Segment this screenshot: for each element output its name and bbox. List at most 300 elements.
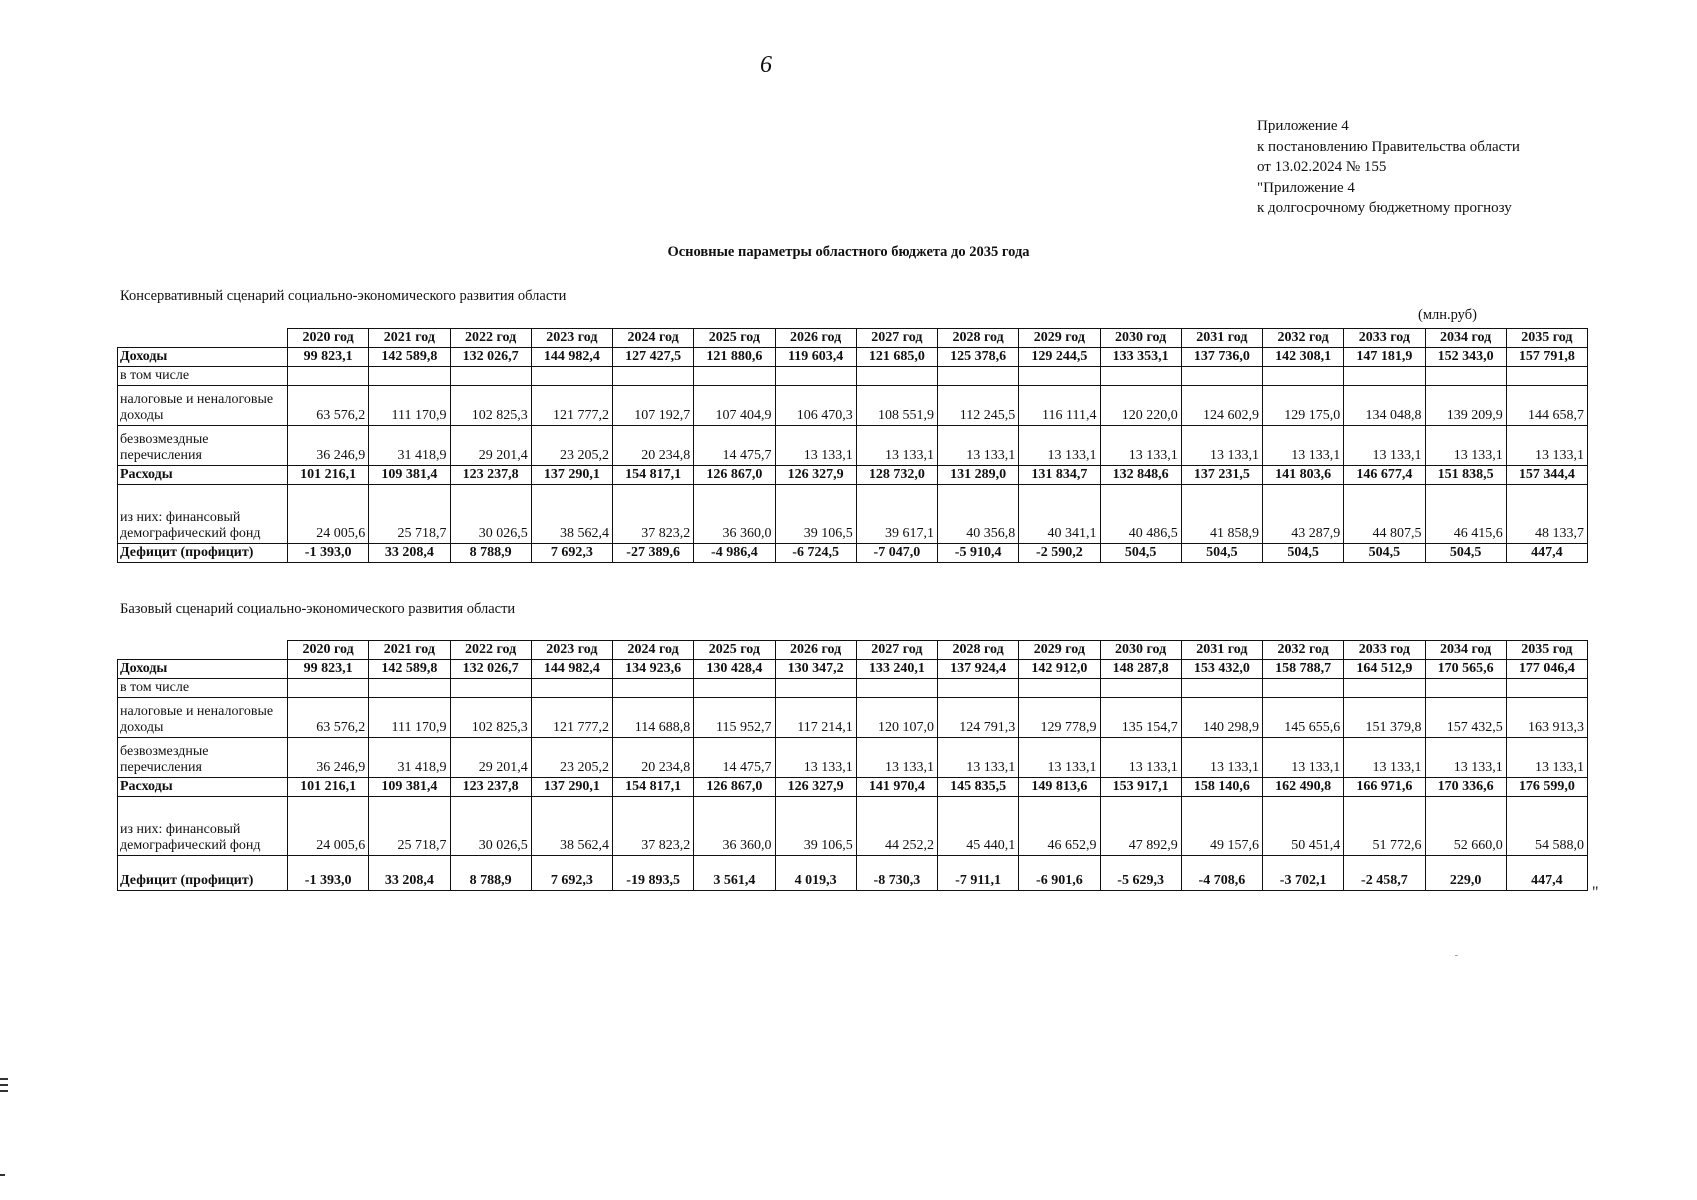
value-cell: 135 154,7 (1100, 698, 1181, 738)
appendix-line: от 13.02.2024 № 155 (1257, 159, 1387, 175)
value-cell: 153 432,0 (1181, 660, 1262, 679)
value-cell: 63 576,2 (288, 698, 369, 738)
year-header-cell: 2020 год (288, 329, 369, 348)
value-cell: 13 133,1 (1344, 738, 1425, 778)
value-cell: 158 788,7 (1263, 660, 1344, 679)
value-cell: 102 825,3 (450, 698, 531, 738)
value-cell: 131 834,7 (1019, 466, 1100, 485)
value-cell (1344, 367, 1425, 386)
value-cell: 144 658,7 (1506, 386, 1587, 426)
value-cell: 14 475,7 (694, 426, 775, 466)
value-cell: 46 415,6 (1425, 485, 1506, 544)
value-cell: 141 970,4 (856, 778, 937, 797)
value-cell: 152 343,0 (1425, 348, 1506, 367)
value-cell: -5 910,4 (938, 544, 1019, 563)
value-cell (531, 679, 612, 698)
year-header-cell: 2031 год (1181, 329, 1262, 348)
value-cell: 36 360,0 (694, 797, 775, 856)
value-cell: 36 246,9 (288, 738, 369, 778)
year-header-cell: 2025 год (694, 641, 775, 660)
value-cell: 131 289,0 (938, 466, 1019, 485)
value-cell: 41 858,9 (1181, 485, 1262, 544)
value-cell: 63 576,2 (288, 386, 369, 426)
value-cell: -6 724,5 (775, 544, 856, 563)
including-row (118, 679, 1588, 698)
value-cell: 121 880,6 (694, 348, 775, 367)
value-cell: 13 133,1 (1019, 426, 1100, 466)
value-cell (938, 679, 1019, 698)
value-cell (1506, 679, 1587, 698)
appendix-line: к долгосрочному бюджетному прогнозу (1257, 200, 1512, 216)
value-cell (1181, 367, 1262, 386)
value-cell: 170 565,6 (1425, 660, 1506, 679)
tax-revenue-row (118, 386, 1588, 426)
year-header-cell: 2020 год (288, 641, 369, 660)
value-cell (694, 367, 775, 386)
value-cell: 137 290,1 (531, 778, 612, 797)
value-cell: 176 599,0 (1506, 778, 1587, 797)
demographic-fund-row (118, 797, 1588, 856)
value-cell: 13 133,1 (1100, 426, 1181, 466)
value-cell (369, 679, 450, 698)
value-cell: 13 133,1 (1181, 426, 1262, 466)
value-cell: 504,5 (1263, 544, 1344, 563)
document-title: Основные параметры областного бюджета до 2035 года (667, 244, 1030, 260)
value-cell: 134 923,6 (613, 660, 694, 679)
value-cell: 139 209,9 (1425, 386, 1506, 426)
value-cell: 107 404,9 (694, 386, 775, 426)
year-header-cell: 2035 год (1506, 641, 1587, 660)
value-cell (1344, 679, 1425, 698)
value-cell (288, 367, 369, 386)
value-cell: 48 133,7 (1506, 485, 1587, 544)
value-cell: 125 378,6 (938, 348, 1019, 367)
year-header-cell: 2029 год (1019, 641, 1100, 660)
value-cell: 162 490,8 (1263, 778, 1344, 797)
value-cell: 8 788,9 (450, 544, 531, 563)
value-cell: 13 133,1 (1506, 738, 1587, 778)
value-cell: 54 588,0 (1506, 797, 1587, 856)
value-cell: 137 736,0 (1181, 348, 1262, 367)
value-cell: 13 133,1 (775, 738, 856, 778)
value-cell: 447,4 (1506, 856, 1587, 891)
value-cell: 140 298,9 (1181, 698, 1262, 738)
value-cell: 151 838,5 (1425, 466, 1506, 485)
margin-mark (0, 1174, 5, 1176)
value-cell: 123 237,8 (450, 466, 531, 485)
value-cell: 33 208,4 (369, 856, 450, 891)
value-cell: 23 205,2 (531, 738, 612, 778)
expenditure-row (118, 778, 1588, 797)
closing-quote: " (1592, 884, 1599, 901)
value-cell: 39 106,5 (775, 485, 856, 544)
year-header-cell: 2025 год (694, 329, 775, 348)
value-cell: 130 347,2 (775, 660, 856, 679)
year-header-cell: 2033 год (1344, 329, 1425, 348)
value-cell: 144 982,4 (531, 660, 612, 679)
value-cell: 40 486,5 (1100, 485, 1181, 544)
value-cell: 36 246,9 (288, 426, 369, 466)
value-cell: 115 952,7 (694, 698, 775, 738)
value-cell: 39 106,5 (775, 797, 856, 856)
value-cell: 163 913,3 (1506, 698, 1587, 738)
value-cell: 20 234,8 (613, 426, 694, 466)
value-cell: 177 046,4 (1506, 660, 1587, 679)
year-header-cell: 2027 год (856, 641, 937, 660)
value-cell: 129 175,0 (1263, 386, 1344, 426)
value-cell: 141 803,6 (1263, 466, 1344, 485)
value-cell: 13 133,1 (1425, 426, 1506, 466)
value-cell: 29 201,4 (450, 426, 531, 466)
value-cell: 149 813,6 (1019, 778, 1100, 797)
value-cell: 107 192,7 (613, 386, 694, 426)
value-cell: 504,5 (1425, 544, 1506, 563)
year-header-cell: 2022 год (450, 641, 531, 660)
value-cell: 158 140,6 (1181, 778, 1262, 797)
value-cell (450, 367, 531, 386)
value-cell (288, 679, 369, 698)
year-header-cell: 2024 год (613, 641, 694, 660)
value-cell: 119 603,4 (775, 348, 856, 367)
value-cell (1100, 367, 1181, 386)
year-header-cell: 2021 год (369, 641, 450, 660)
value-cell: 50 451,4 (1263, 797, 1344, 856)
value-cell (1019, 367, 1100, 386)
value-cell: 40 356,8 (938, 485, 1019, 544)
conservative-scenario-heading: Консервативный сценарий социально-экономического развития области (120, 288, 567, 304)
value-cell: 49 157,6 (1181, 797, 1262, 856)
value-cell (450, 679, 531, 698)
value-cell: 33 208,4 (369, 544, 450, 563)
value-cell: 229,0 (1425, 856, 1506, 891)
value-cell: 108 551,9 (856, 386, 937, 426)
year-header-cell: 2027 год (856, 329, 937, 348)
value-cell: 101 216,1 (288, 778, 369, 797)
year-header-cell: 2023 год (531, 641, 612, 660)
value-cell: 144 982,4 (531, 348, 612, 367)
value-cell (1425, 367, 1506, 386)
value-cell (369, 367, 450, 386)
value-cell: 25 718,7 (369, 797, 450, 856)
value-cell: -2 590,2 (1019, 544, 1100, 563)
year-header-cell: 2030 год (1100, 641, 1181, 660)
value-cell: 129 244,5 (1019, 348, 1100, 367)
value-cell (1263, 367, 1344, 386)
header-corner-cell (118, 329, 288, 348)
row-label: безвозмездные перечисления (118, 738, 288, 778)
value-cell: 29 201,4 (450, 738, 531, 778)
row-label: Расходы (118, 466, 288, 485)
value-cell: 7 692,3 (531, 544, 612, 563)
value-cell: 13 133,1 (1181, 738, 1262, 778)
expenditure-row (118, 466, 1588, 485)
value-cell: 13 133,1 (856, 426, 937, 466)
value-cell: -5 629,3 (1100, 856, 1181, 891)
value-cell: 99 823,1 (288, 660, 369, 679)
value-cell (775, 367, 856, 386)
value-cell: 151 379,8 (1344, 698, 1425, 738)
base-scenario-heading: Базовый сценарий социально-экономического развития области (120, 601, 516, 617)
value-cell: 46 652,9 (1019, 797, 1100, 856)
margin-mark (0, 1090, 8, 1092)
value-cell: 51 772,6 (1344, 797, 1425, 856)
value-cell: 7 692,3 (531, 856, 612, 891)
value-cell: 13 133,1 (856, 738, 937, 778)
value-cell: 142 912,0 (1019, 660, 1100, 679)
value-cell: 137 231,5 (1181, 466, 1262, 485)
value-cell: 504,5 (1100, 544, 1181, 563)
value-cell: -4 986,4 (694, 544, 775, 563)
year-header-cell: 2034 год (1425, 329, 1506, 348)
value-cell: 13 133,1 (1344, 426, 1425, 466)
year-header-cell: 2028 год (938, 641, 1019, 660)
value-cell: 52 660,0 (1425, 797, 1506, 856)
year-header-cell: 2034 год (1425, 641, 1506, 660)
margin-mark (0, 1078, 8, 1080)
year-header-cell: 2033 год (1344, 641, 1425, 660)
year-header-cell: 2031 год (1181, 641, 1262, 660)
year-header-cell: 2022 год (450, 329, 531, 348)
value-cell: 126 867,0 (694, 466, 775, 485)
value-cell: 121 685,0 (856, 348, 937, 367)
value-cell: 166 971,6 (1344, 778, 1425, 797)
value-cell: 45 440,1 (938, 797, 1019, 856)
tax-revenue-row (118, 698, 1588, 738)
value-cell: 38 562,4 (531, 797, 612, 856)
revenue-row (118, 348, 1588, 367)
demographic-fund-row (118, 485, 1588, 544)
value-cell: -27 389,6 (613, 544, 694, 563)
value-cell: 13 133,1 (1263, 426, 1344, 466)
value-cell: 99 823,1 (288, 348, 369, 367)
value-cell: 38 562,4 (531, 485, 612, 544)
revenue-row (118, 660, 1588, 679)
value-cell: 142 589,8 (369, 660, 450, 679)
value-cell: 23 205,2 (531, 426, 612, 466)
row-label: из них: финансовый демографический фонд (118, 485, 288, 544)
row-label: налоговые и неналоговые доходы (118, 698, 288, 738)
value-cell: 157 344,4 (1506, 466, 1587, 485)
value-cell: 120 107,0 (856, 698, 937, 738)
value-cell: 109 381,4 (369, 466, 450, 485)
value-cell (856, 367, 937, 386)
value-cell (531, 367, 612, 386)
value-cell: 37 823,2 (613, 485, 694, 544)
value-cell: 142 589,8 (369, 348, 450, 367)
value-cell (1019, 679, 1100, 698)
value-cell: 13 133,1 (1263, 738, 1344, 778)
value-cell: 36 360,0 (694, 485, 775, 544)
value-cell: -7 911,1 (938, 856, 1019, 891)
value-cell: 13 133,1 (1100, 738, 1181, 778)
base-budget-table (117, 640, 1588, 891)
year-header-cell: 2032 год (1263, 329, 1344, 348)
value-cell: 37 823,2 (613, 797, 694, 856)
value-cell: 148 287,8 (1100, 660, 1181, 679)
value-cell: 137 290,1 (531, 466, 612, 485)
value-cell: 153 917,1 (1100, 778, 1181, 797)
deficit-row (118, 544, 1588, 563)
including-row (118, 367, 1588, 386)
value-cell: 132 026,7 (450, 348, 531, 367)
value-cell: 154 817,1 (613, 466, 694, 485)
value-cell (775, 679, 856, 698)
value-cell (613, 367, 694, 386)
value-cell: 24 005,6 (288, 485, 369, 544)
value-cell: 25 718,7 (369, 485, 450, 544)
value-cell (1100, 679, 1181, 698)
value-cell: 13 133,1 (1019, 738, 1100, 778)
value-cell: 134 048,8 (1344, 386, 1425, 426)
value-cell: 147 181,9 (1344, 348, 1425, 367)
row-label: Доходы (118, 348, 288, 367)
value-cell: 120 220,0 (1100, 386, 1181, 426)
value-cell: 157 791,8 (1506, 348, 1587, 367)
value-cell: 146 677,4 (1344, 466, 1425, 485)
value-cell: 504,5 (1181, 544, 1262, 563)
conservative-budget-table (117, 328, 1588, 563)
value-cell: -1 393,0 (288, 544, 369, 563)
value-cell: 101 216,1 (288, 466, 369, 485)
value-cell: 106 470,3 (775, 386, 856, 426)
value-cell: -1 393,0 (288, 856, 369, 891)
value-cell: 164 512,9 (1344, 660, 1425, 679)
value-cell: 129 778,9 (1019, 698, 1100, 738)
value-cell: 137 924,4 (938, 660, 1019, 679)
value-cell: 4 019,3 (775, 856, 856, 891)
year-header-cell: 2023 год (531, 329, 612, 348)
value-cell: 127 427,5 (613, 348, 694, 367)
value-cell: 123 237,8 (450, 778, 531, 797)
value-cell: 117 214,1 (775, 698, 856, 738)
value-cell: 20 234,8 (613, 738, 694, 778)
value-cell: 13 133,1 (938, 426, 1019, 466)
value-cell: 157 432,5 (1425, 698, 1506, 738)
year-header-cell: 2029 год (1019, 329, 1100, 348)
value-cell: 111 170,9 (369, 386, 450, 426)
year-header-cell: 2026 год (775, 329, 856, 348)
value-cell: -3 702,1 (1263, 856, 1344, 891)
value-cell: -6 901,6 (1019, 856, 1100, 891)
value-cell: 31 418,9 (369, 426, 450, 466)
row-label: Дефицит (профицит) (118, 856, 288, 891)
value-cell: -19 893,5 (613, 856, 694, 891)
value-cell: 30 026,5 (450, 797, 531, 856)
value-cell (856, 679, 937, 698)
row-label: в том числе (118, 679, 288, 698)
value-cell: 154 817,1 (613, 778, 694, 797)
value-cell: 132 026,7 (450, 660, 531, 679)
value-cell (938, 367, 1019, 386)
year-header-cell: 2026 год (775, 641, 856, 660)
scan-speck (1455, 955, 1458, 956)
value-cell: 170 336,6 (1425, 778, 1506, 797)
value-cell: 126 867,0 (694, 778, 775, 797)
value-cell: 121 777,2 (531, 698, 612, 738)
value-cell: 8 788,9 (450, 856, 531, 891)
value-cell: 145 835,5 (938, 778, 1019, 797)
value-cell: 133 353,1 (1100, 348, 1181, 367)
value-cell: 47 892,9 (1100, 797, 1181, 856)
value-cell: 30 026,5 (450, 485, 531, 544)
appendix-reference (1257, 116, 1520, 219)
appendix-line: к постановлению Правительства области (1257, 138, 1520, 155)
value-cell: 3 561,4 (694, 856, 775, 891)
value-cell: 126 327,9 (775, 466, 856, 485)
value-cell: 39 617,1 (856, 485, 937, 544)
margin-mark (0, 1084, 8, 1086)
row-label: налоговые и неналоговые доходы (118, 386, 288, 426)
value-cell: 13 133,1 (1506, 426, 1587, 466)
value-cell: 128 732,0 (856, 466, 937, 485)
value-cell: 14 475,7 (694, 738, 775, 778)
value-cell (1181, 679, 1262, 698)
value-cell: 116 111,4 (1019, 386, 1100, 426)
year-header-cell: 2035 год (1506, 329, 1587, 348)
units-label: (млн.руб) (1418, 307, 1477, 323)
value-cell (1506, 367, 1587, 386)
year-header-cell: 2024 год (613, 329, 694, 348)
value-cell (1263, 679, 1344, 698)
value-cell: -7 047,0 (856, 544, 937, 563)
value-cell: 132 848,6 (1100, 466, 1181, 485)
value-cell: -4 708,6 (1181, 856, 1262, 891)
row-label: Дефицит (профицит) (118, 544, 288, 563)
value-cell: 24 005,6 (288, 797, 369, 856)
value-cell (1425, 679, 1506, 698)
row-label: Доходы (118, 660, 288, 679)
value-cell: 142 308,1 (1263, 348, 1344, 367)
value-cell: 31 418,9 (369, 738, 450, 778)
value-cell: 112 245,5 (938, 386, 1019, 426)
year-header-cell: 2028 год (938, 329, 1019, 348)
transfers-row (118, 426, 1588, 466)
value-cell (613, 679, 694, 698)
value-cell: 13 133,1 (775, 426, 856, 466)
row-label: безвозмездные перечисления (118, 426, 288, 466)
year-header-row (118, 641, 1588, 660)
value-cell: 447,4 (1506, 544, 1587, 563)
row-label: в том числе (118, 367, 288, 386)
year-header-cell: 2030 год (1100, 329, 1181, 348)
value-cell: 102 825,3 (450, 386, 531, 426)
value-cell: 121 777,2 (531, 386, 612, 426)
value-cell: 126 327,9 (775, 778, 856, 797)
value-cell: 44 807,5 (1344, 485, 1425, 544)
year-header-row (118, 329, 1588, 348)
value-cell: 504,5 (1344, 544, 1425, 563)
appendix-line: Приложение 4 (1257, 118, 1349, 134)
row-label: из них: финансовый демографический фонд (118, 797, 288, 856)
value-cell: 13 133,1 (938, 738, 1019, 778)
value-cell: 44 252,2 (856, 797, 937, 856)
value-cell: -8 730,3 (856, 856, 937, 891)
year-header-cell: 2021 год (369, 329, 450, 348)
value-cell: 124 791,3 (938, 698, 1019, 738)
value-cell: 114 688,8 (613, 698, 694, 738)
value-cell: 43 287,9 (1263, 485, 1344, 544)
deficit-row (118, 856, 1588, 891)
value-cell: 40 341,1 (1019, 485, 1100, 544)
year-header-cell: 2032 год (1263, 641, 1344, 660)
value-cell: 133 240,1 (856, 660, 937, 679)
value-cell: -2 458,7 (1344, 856, 1425, 891)
value-cell: 130 428,4 (694, 660, 775, 679)
page-number: 6 (760, 52, 772, 78)
value-cell: 145 655,6 (1263, 698, 1344, 738)
header-corner-cell (118, 641, 288, 660)
appendix-line: "Приложение 4 (1257, 179, 1355, 196)
